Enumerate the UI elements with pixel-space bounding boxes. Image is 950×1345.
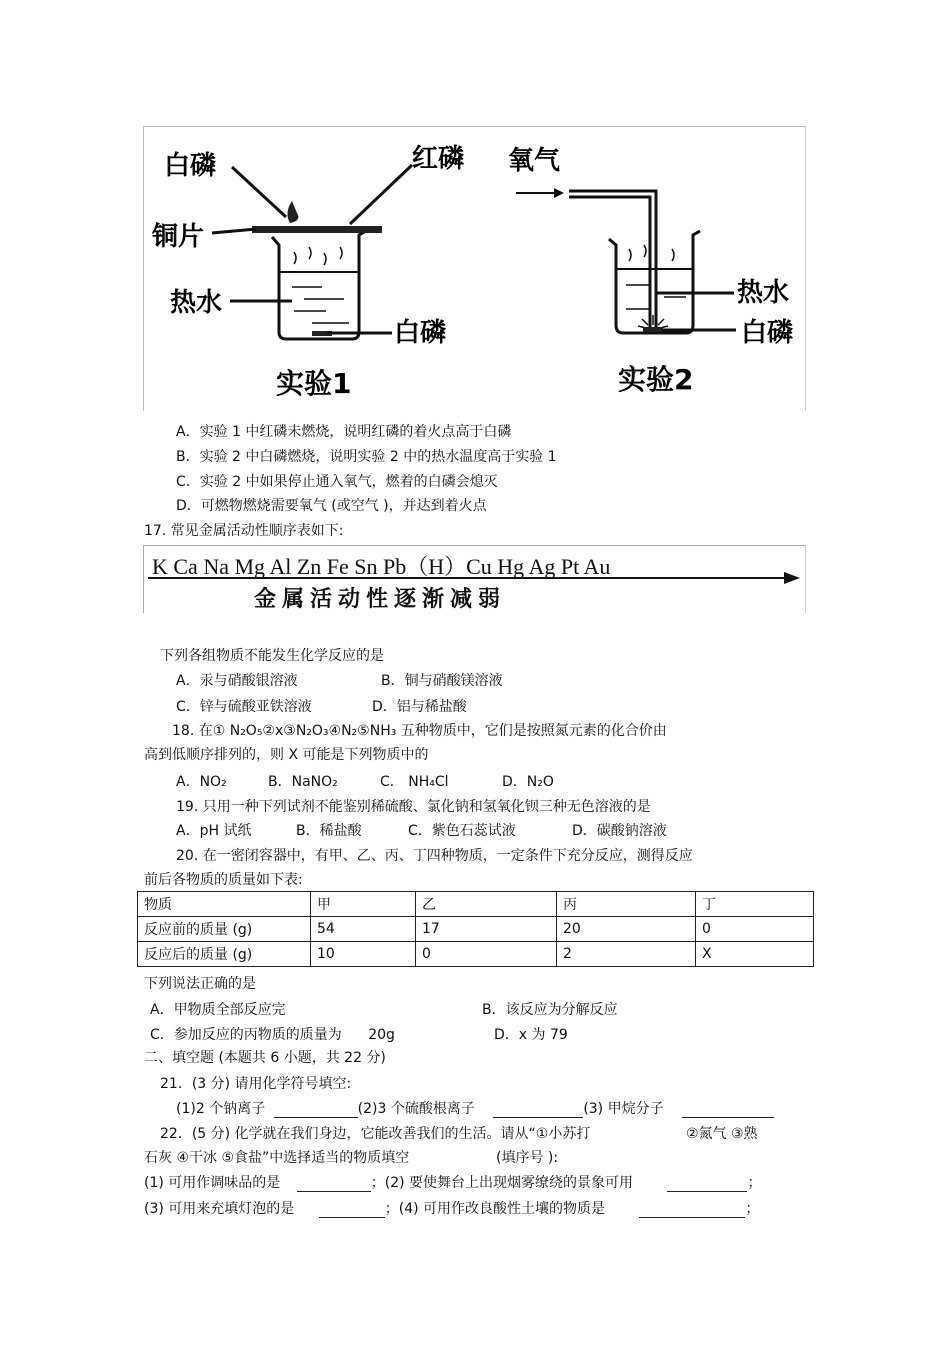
table-cell: X [696,942,814,967]
q16-option-a: A．实验 1 中红磷未燃烧，说明红磷的着火点高于白磷 [176,424,512,440]
oxygen-arrow [516,188,564,198]
answer-blank[interactable] [274,1103,358,1118]
q20-option-c-text: C．参加反应的丙物质的质量为 [150,1027,342,1043]
q22-part4: ；(4) 可用作改良酸性土壤的物质是 [384,1201,606,1217]
table-cell: 20 [557,917,696,942]
series-caption: 金属活动性逐渐减弱 [254,587,507,612]
q17-option-d: D．铝与稀盐酸 [372,699,467,715]
q22-line1b: ②氮气 ③熟 [686,1126,758,1142]
table-cell: 10 [311,942,416,967]
answer-blank[interactable] [682,1103,774,1118]
q20-option-a: A．甲物质全部反应完 [150,1002,286,1018]
water-lines-1 [292,247,349,323]
q20-option-b: B．该反应为分解反应 [482,1002,618,1018]
q21-part1: (1)2 个钠离子 [176,1101,266,1117]
q16-option-c: C．实验 2 中如果停止通入氧气，燃着的白磷会熄灭 [176,474,498,490]
metal-list: K Ca Na Mg Al Zn Fe Sn Pb（H）Cu Hg Ag Pt Au [152,554,611,579]
q21-part3: (3) 甲烷分子 [583,1101,664,1117]
q22-part3: (3) 可用来充填灯泡的是 [144,1201,295,1217]
q20-line1: 20. 在一密闭容器中，有甲、乙、丙、丁四种物质，一定条件下充分反应，测得反应 [176,848,693,864]
label-hot-water-2: 热水 [737,278,790,308]
answer-blank[interactable] [493,1103,583,1118]
table-cell: 甲 [311,892,416,917]
answer-blank[interactable] [319,1203,385,1218]
pointer-lines-2 [656,293,736,330]
q18-option-a: A．NO₂ [176,774,227,790]
q17-option-b: B．铜与硝酸镁溶液 [381,673,503,689]
q18-line2: 高到低顺序排列的，则 X 可能是下列物质中的 [144,747,429,763]
caption-exp1: 实验1 [276,367,352,400]
q19-option-d: D．碳酸钠溶液 [572,823,667,839]
table-cell: 17 [416,917,557,942]
q20-option-c-value: 20g [368,1027,395,1043]
label-hot-water-1: 热水 [170,288,223,318]
table-cell: 2 [557,942,696,967]
q17-option-c: C．锌与硫酸亚铁溶液 [176,699,312,715]
label-copper: 铜片 [152,222,205,252]
q20-question: 下列说法正确的是 [144,976,256,992]
q18-option-b: B．NaNO₂ [268,774,338,790]
section-heading: 二、填空题 (本题共 6 小题，共 22 分) [144,1050,386,1066]
label-oxygen: 氧气 [508,146,561,176]
copper-plate [252,226,382,233]
table-cell: 丁 [696,892,814,917]
q22-part2: ；(2) 要使舞台上出现烟雾缭绕的景象可用 [370,1175,634,1191]
q22-row2 [144,1198,759,1218]
q19-option-a: A．pH 试纸 [176,823,252,839]
q17-stem: 17. 常见金属活动性顺序表如下: [144,523,344,539]
label-red-p: 红磷 [412,144,465,174]
table-cell: 反应前的质量 (g) [138,917,311,942]
white-p-bottom-2 [643,327,663,332]
white-p-flame [287,201,298,223]
table-row [138,942,814,967]
table-row [138,917,814,942]
table-header-row [138,892,814,917]
q19-option-c: C．紫色石蕊试液 [408,823,516,839]
table-cell: 乙 [416,892,557,917]
q21-stem: 21．(3 分) 请用化学符号填空: [160,1076,352,1092]
answer-blank[interactable] [639,1203,745,1218]
semicolon: ； [745,1201,760,1217]
q18-option-c: C． NH₄Cl [380,774,449,790]
q16-option-d: D．可燃物燃烧需要氧气 (或空气 )，并达到着火点 [176,498,487,514]
q21-line [176,1098,774,1118]
q22-row1 [144,1172,761,1192]
q19-stem: 19. 只用一种下列试剂不能鉴别稀硫酸、氯化钠和氢氧化钡三种无色溶液的是 [176,799,651,815]
caption-exp2: 实验2 [618,363,694,396]
answer-blank[interactable] [667,1177,747,1192]
answer-blank[interactable] [297,1177,371,1192]
table-cell: 0 [416,942,557,967]
q18-option-d: D．N₂O [502,774,554,790]
q22-part1: (1) 可用作调味品的是 [144,1175,281,1191]
oxygen-tube [569,191,656,327]
table-cell: 反应后的质量 (g) [138,942,311,967]
table-cell: 54 [311,917,416,942]
semicolon: ； [747,1175,762,1191]
q20-option-d: D．x 为 79 [494,1027,568,1043]
q18-line1: 18. 在① N₂O₅②x③N₂O₃④N₂⑤NH₃ 五种物质中，它们是按照氮元素的化合价由 [172,723,667,739]
experiment-diagram [144,127,805,411]
mass-table [137,891,814,967]
q17-question: 下列各组物质不能发生化学反应的是 [160,648,384,664]
q19-option-b: B．稀盐酸 [296,823,362,839]
q22-line2a: 石灰 ④干冰 ⑤食盐”中选择适当的物质填空 [144,1150,410,1166]
q20-option-c [150,1024,395,1044]
q22-line2b: (填序号 ): [496,1150,559,1166]
q22-line1a: 22．(5 分) 化学就在我们身边，它能改善我们的生活。请从“①小苏打 [160,1126,591,1142]
q20-line2: 前后各物质的质量如下表: [144,872,303,888]
table-cell: 0 [696,917,814,942]
white-p-burning [638,315,668,328]
experiment-figure [143,126,806,411]
pointer-lines-1 [212,165,412,333]
label-white-p: 白磷 [164,151,217,181]
table-cell: 物质 [138,892,311,917]
q16-option-b: B．实验 2 中白磷燃烧，说明实验 2 中的热水温度高于实验 1 [176,449,557,465]
label-white-p-bottom: 白磷 [394,318,447,348]
metal-activity-series [143,545,806,613]
q17-option-a: A．汞与硝酸银溶液 [176,673,298,689]
q21-part2: (2)3 个硫酸根离子 [357,1101,475,1117]
label-white-p-2: 白磷 [741,318,794,348]
table-cell: 丙 [557,892,696,917]
